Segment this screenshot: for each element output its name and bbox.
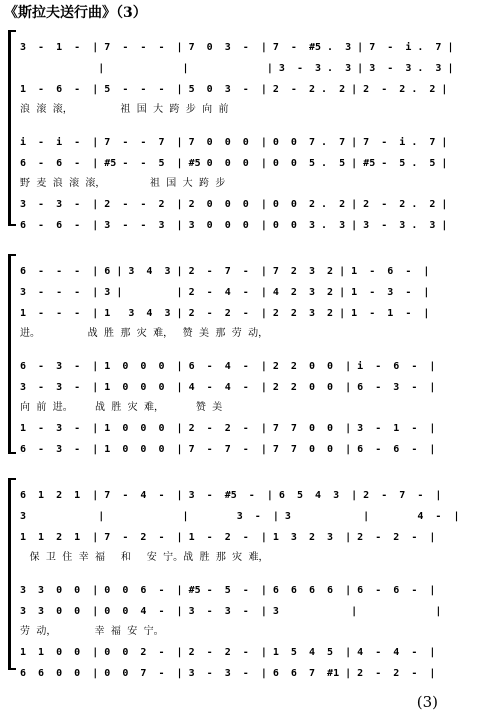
- notation-line: | | | 3 - 3 . 3 | 3 - 3 . 3 |: [20, 62, 454, 74]
- notation-line: 3 3 0 0 | 0 0 6 - | #5 - 5 - | 6 6 6 6 | 6 - 6 - |: [20, 584, 436, 596]
- notation-line: 6 6 0 0 | 0 0 7 - | 3 - 3 - | 6 6 7 #1 | 2 - 2 - |: [20, 668, 436, 680]
- staff-system-2: [0, 252, 500, 462]
- system-bracket: [8, 478, 11, 670]
- system-bracket: [8, 254, 11, 454]
- lyric-line: 浪 滚 滚， 祖 国 大 跨 步 向 前: [20, 104, 229, 115]
- notation-line: 3 - 1 - | 7 - - - | 7 0 3 - | 7 - #5 . 3 | 7 - i . 7 |: [20, 41, 454, 53]
- notation-line: 6 - - - | 6 | 3 4 3 | 2 - 7 - | 7 2 3 2 | 1 - 6 - |: [20, 265, 430, 277]
- notation-line: 3 - - - | 3 | | 2 - 4 - | 4 2 3 2 | 1 - 3 - |: [20, 286, 430, 298]
- lyric-line: 进。 战 胜 那 灾 难， 赞 美 那 劳 动，: [20, 328, 269, 339]
- notation-line: 1 - 3 - | 1 0 0 0 | 2 - 2 - | 7 7 0 0 | 3 - 1 - |: [20, 423, 436, 434]
- notation-line: i - i - | 7 - - 7 | 7 0 0 0 | 0 0 7 . 7 | 7 - i . 7 |: [20, 136, 448, 148]
- score-title: 《斯拉夫送行曲》（3）: [4, 5, 147, 21]
- notation-line: 3 | | 3 - | 3 | 4 - |: [20, 510, 460, 522]
- notation-line: 3 - 3 - | 2 - - 2 | 2 0 0 0 | 0 0 2 . 2 | 2 - 2 . 2 |: [20, 199, 448, 210]
- system-bracket: [8, 30, 11, 226]
- notation-line: 3 3 0 0 | 0 0 4 - | 3 - 3 - | 3 | |: [20, 605, 442, 617]
- notation-line: 1 1 2 1 | 7 - 2 - | 1 - 2 - | 1 3 2 3 | 2 - 2 - |: [20, 532, 436, 543]
- notation-line: 6 - 6 - | 3 - - 3 | 3 0 0 0 | 0 0 3 . 3 | 3 - 3 . 3 |: [20, 220, 448, 232]
- staff-system-1: [0, 28, 500, 238]
- staff-system-3: [0, 476, 500, 680]
- notation-line: 6 - 3 - | 1 0 0 0 | 7 - 7 - | 7 7 0 0 | 6 - 6 - |: [20, 444, 436, 456]
- lyric-line: 劳 动， 幸 福 安 宁。: [20, 625, 164, 637]
- notation-line: 1 - - - | 1 3 4 3 | 2 - 2 - | 2 2 3 2 | 1 - 1 - |: [20, 308, 430, 319]
- notation-line: 6 - 6 - | #5 - - 5 | #5 0 0 0 | 0 0 5 . 5 | #5 - 5 . 5 |: [20, 157, 448, 169]
- lyric-line: 向 前 进。 战 胜 灾 难， 赞 美: [20, 401, 223, 413]
- notation-line: 6 - 3 - | 1 0 0 0 | 6 - 4 - | 2 2 0 0 | i - 6 - |: [20, 360, 436, 372]
- lyric-line: 野 麦 浪 滚 滚， 祖 国 大 跨 步: [20, 177, 226, 189]
- notation-line: 6 1 2 1 | 7 - 4 - | 3 - #5 - | 6 5 4 3 | 2 - 7 - |: [20, 489, 442, 501]
- lyric-line: 保 卫 住 幸 福 和 安 宁。战 胜 那 灾 难，: [20, 552, 269, 563]
- notation-line: 3 - 3 - | 1 0 0 0 | 4 - 4 - | 2 2 0 0 | 6 - 3 - |: [20, 381, 436, 393]
- page-number: (3): [416, 693, 438, 711]
- notation-line: 1 - 6 - | 5 - - - | 5 0 3 - | 2 - 2 . 2 | 2 - 2 . 2 |: [20, 84, 448, 95]
- notation-line: 1 1 0 0 | 0 0 2 - | 2 - 2 - | 1 5 4 5 | 4 - 4 - |: [20, 647, 436, 658]
